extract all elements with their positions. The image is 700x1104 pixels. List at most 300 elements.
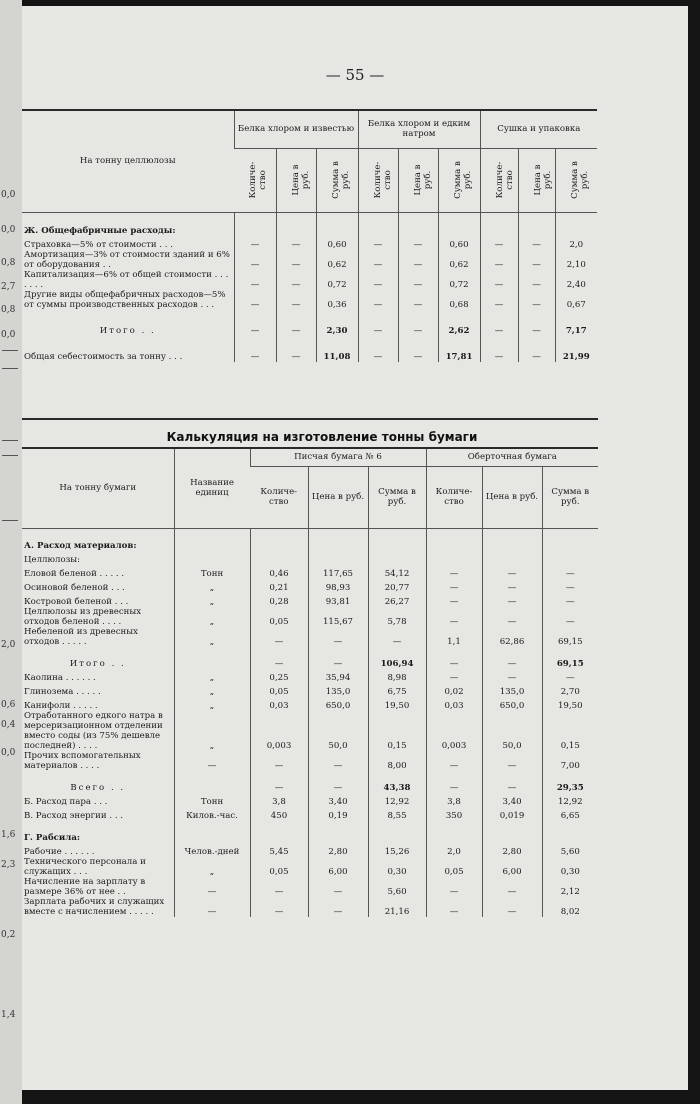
table-cell: — (250, 751, 308, 771)
unit-cell: Килов.-час. (174, 807, 250, 821)
table-cell: 0,30 (368, 857, 426, 877)
table-cell: — (482, 897, 542, 917)
table-cell (316, 212, 358, 236)
table-cell: 8,02 (542, 897, 598, 917)
unit-cell: „ (174, 593, 250, 607)
unit-cell: „ (174, 627, 250, 647)
margin-number: 0,8 (1, 258, 16, 268)
unit-cell: Тонн (174, 793, 250, 807)
table-cell: 2,0 (426, 843, 482, 857)
table-cell: 0,21 (250, 579, 308, 593)
table1-body (22, 212, 597, 362)
unit-cell (174, 647, 250, 669)
table-cell (482, 528, 542, 551)
table1-group-header: Сушка и упаковка (480, 110, 597, 148)
table-cell: — (358, 290, 398, 310)
table-cell (368, 528, 426, 551)
table-cell: — (542, 607, 598, 627)
row-label: Капитализация—6% от общей стоимости . . . . . . . (24, 270, 229, 290)
row-label: Г. Рабсила: (24, 832, 81, 843)
unit-cell (174, 528, 250, 551)
table-cell: 19,50 (542, 697, 598, 711)
table-cell: — (542, 579, 598, 593)
margin-number: 2,7 (1, 282, 16, 292)
margin-rule (2, 368, 18, 369)
table-cell: 54,12 (368, 565, 426, 579)
table-cell: 69,15 (542, 647, 598, 669)
table-row (22, 751, 598, 771)
table2-subcol-qty: Количе-ство (426, 466, 482, 528)
table-cell: — (480, 310, 518, 336)
row-label: Итого . . (99, 326, 156, 336)
table-cell: — (482, 565, 542, 579)
table-cell: — (234, 270, 276, 290)
table-cell: — (234, 290, 276, 310)
table-row (22, 290, 597, 310)
table2-subcol-sum: Сумма в руб. (542, 466, 598, 528)
table-cell: 0,15 (542, 711, 598, 751)
table-cell: 43,38 (368, 771, 426, 793)
unit-cell: — (174, 897, 250, 917)
table-cell: — (482, 607, 542, 627)
row-label: Прочих вспомогательных материалов . . . . (24, 750, 141, 771)
table-cell: — (426, 579, 482, 593)
table-cell: 2,30 (316, 310, 358, 336)
table-cell: — (426, 593, 482, 607)
table-cell: 15,26 (368, 843, 426, 857)
table-cell: 0,60 (316, 236, 358, 250)
table-cell: 3,8 (250, 793, 308, 807)
table-row (22, 877, 598, 897)
row-label: А. Расход материалов: (24, 540, 137, 551)
table-row (22, 607, 598, 627)
table-cell: 5,60 (542, 843, 598, 857)
table-cell: 2,62 (438, 310, 480, 336)
row-label: Глинозема . . . . . (24, 686, 101, 697)
table-cell: 93,81 (308, 593, 368, 607)
table-cell (480, 212, 518, 236)
table-cell: — (426, 771, 482, 793)
table-cell: 19,50 (368, 697, 426, 711)
margin-number: 0,0 (1, 330, 16, 340)
table2-body (22, 528, 598, 917)
table-cell: 2,40 (555, 270, 597, 290)
table-cell: 2,70 (542, 683, 598, 697)
row-label: Технического персонала и служащих . . . (24, 856, 146, 877)
unit-cell: „ (174, 697, 250, 711)
table-cell: — (276, 290, 316, 310)
table-cell: 1,1 (426, 627, 482, 647)
table-cell: — (308, 627, 368, 647)
margin-number: 0,6 (1, 700, 16, 710)
table-cell: — (276, 310, 316, 336)
table-cell: — (542, 593, 598, 607)
table-cell: 0,05 (250, 857, 308, 877)
unit-cell (174, 771, 250, 793)
table-cell (482, 551, 542, 565)
table-cell: 0,72 (316, 270, 358, 290)
table-cell (438, 212, 480, 236)
unit-cell: „ (174, 711, 250, 751)
table-cell: 0,03 (250, 697, 308, 711)
table-cell: 0,62 (316, 250, 358, 270)
table-cell: — (234, 250, 276, 270)
table-cell: — (480, 250, 518, 270)
table-cell: — (542, 565, 598, 579)
table-cell: — (398, 336, 438, 362)
table-cell: 3,40 (482, 793, 542, 807)
margin-rule (2, 520, 18, 521)
margin-number: 0,0 (1, 190, 16, 200)
table1-subcol-sum: Сумма в руб. (438, 148, 480, 212)
table-cell: — (518, 236, 555, 250)
margin-number: 2,3 (1, 860, 16, 870)
table-row (22, 565, 598, 579)
margin-number: 0,8 (1, 305, 16, 315)
table-cell: — (250, 897, 308, 917)
table-cell: — (482, 751, 542, 771)
table-cell: — (480, 290, 518, 310)
table-cell: — (426, 647, 482, 669)
table-cell: — (482, 669, 542, 683)
table-cell: — (482, 771, 542, 793)
table-cell: — (308, 877, 368, 897)
table1-subcol-price: Цена в руб. (518, 148, 555, 212)
table-cell: 20,77 (368, 579, 426, 593)
unit-cell: „ (174, 579, 250, 593)
table-row (22, 697, 598, 711)
unit-cell: — (174, 877, 250, 897)
table-cell: — (480, 336, 518, 362)
table-cell: — (542, 669, 598, 683)
table-cell: 2,80 (482, 843, 542, 857)
table-cell: — (234, 336, 276, 362)
table-cell: 12,92 (368, 793, 426, 807)
table-cell: 0,62 (438, 250, 480, 270)
row-label: Б. Расход пара . . . (24, 796, 108, 807)
table-cell: 650,0 (308, 697, 368, 711)
table-row (22, 270, 597, 290)
table-cell: 29,35 (542, 771, 598, 793)
table-cell (542, 528, 598, 551)
table2-title: Калькуляция на изготовление тонны бумаги (166, 430, 478, 444)
table1-group-header: Белка хлором и едким натром (358, 110, 480, 148)
table-cell: 21,99 (555, 336, 597, 362)
table-cell: 2,10 (555, 250, 597, 270)
table-cell (250, 551, 308, 565)
table-cell: 0,36 (316, 290, 358, 310)
table-cell: — (398, 236, 438, 250)
unit-cell (174, 821, 250, 843)
table-cell: — (518, 290, 555, 310)
margin-number: 0,4 (1, 720, 16, 730)
margin-number: 0,0 (1, 748, 16, 758)
table-cell: 6,65 (542, 807, 598, 821)
table-cell: — (250, 771, 308, 793)
table-cell: 0,28 (250, 593, 308, 607)
table-cell: 115,67 (308, 607, 368, 627)
table-cell (426, 528, 482, 551)
table-cell: 0,46 (250, 565, 308, 579)
table-cell: — (308, 897, 368, 917)
table-cell: 7,17 (555, 310, 597, 336)
table-row (22, 793, 598, 807)
table-row (22, 212, 597, 236)
overhead-cost-table (22, 109, 597, 362)
table-cell: 106,94 (368, 647, 426, 669)
row-label: Еловой беленой . . . . . (24, 568, 125, 579)
row-label: Рабочие . . . . . . (24, 846, 95, 857)
margin-number: 1,4 (1, 1010, 16, 1020)
row-label: Страховка—5% от стоимости . . . (24, 240, 173, 250)
table-cell (426, 821, 482, 843)
unit-cell: „ (174, 607, 250, 627)
row-label: Целлюлозы из древесных отходов беленой . . . . (24, 606, 142, 627)
table1-subcol-qty: Количе-ство (234, 148, 276, 212)
table-cell: — (276, 250, 316, 270)
table-cell: 8,98 (368, 669, 426, 683)
row-label: Другие виды общефабричных расходов—5% от суммы производственных расходов . . . (24, 290, 226, 310)
row-label: Отработанного едкого натра в мерсеризационном отделении вместо соды (из 75% дешевле последней) . . . . (24, 710, 163, 751)
table-cell: 2,12 (542, 877, 598, 897)
table-cell: — (358, 310, 398, 336)
row-label: Общая себестоимость за тонну . . . (24, 352, 183, 362)
table-cell (276, 212, 316, 236)
table-cell (234, 212, 276, 236)
table-cell: 0,003 (250, 711, 308, 751)
table-cell: 3,40 (308, 793, 368, 807)
table1-subcol-price: Цена в руб. (276, 148, 316, 212)
table-cell: 5,45 (250, 843, 308, 857)
table-cell (482, 821, 542, 843)
document-page (22, 6, 688, 1090)
table-cell: — (426, 565, 482, 579)
unit-cell: „ (174, 683, 250, 697)
table-row (22, 821, 598, 843)
table-row (22, 647, 598, 669)
table1-group-header: Белка хлором и известью (234, 110, 358, 148)
unit-cell: „ (174, 669, 250, 683)
table-cell: — (234, 310, 276, 336)
table-cell: — (358, 236, 398, 250)
table-cell: 0,68 (438, 290, 480, 310)
table-cell: 98,93 (308, 579, 368, 593)
table-cell: 62,86 (482, 627, 542, 647)
table-cell: 11,08 (316, 336, 358, 362)
table-cell: 0,03 (426, 697, 482, 711)
table-cell: — (426, 751, 482, 771)
table-row (22, 551, 598, 565)
table-cell: 0,67 (555, 290, 597, 310)
table-cell: — (308, 647, 368, 669)
table-cell: — (276, 336, 316, 362)
table-cell: 0,02 (426, 683, 482, 697)
table-cell: — (480, 236, 518, 250)
table-cell: 21,16 (368, 897, 426, 917)
table-cell: — (308, 771, 368, 793)
row-label: В. Расход энергии . . . (24, 810, 124, 821)
row-label: Каолина . . . . . . (24, 672, 96, 683)
table-cell: 12,92 (542, 793, 598, 807)
unit-cell: Челов.-дней (174, 843, 250, 857)
table1-subcol-qty: Количе-ство (480, 148, 518, 212)
table-cell (368, 551, 426, 565)
table-cell: 0,05 (250, 607, 308, 627)
table2-unit-header: Название единиц (174, 448, 250, 528)
unit-cell (174, 551, 250, 565)
table-cell: 0,003 (426, 711, 482, 751)
table-cell: — (518, 310, 555, 336)
table-cell: 0,30 (542, 857, 598, 877)
table-cell: 2,80 (308, 843, 368, 857)
table-cell: 135,0 (308, 683, 368, 697)
table-cell: 6,00 (482, 857, 542, 877)
table-cell: 35,94 (308, 669, 368, 683)
margin-rule (2, 440, 18, 441)
page-number: — 55 — (325, 66, 385, 84)
table-cell: 7,00 (542, 751, 598, 771)
table2-subcol-price: Цена в руб. (308, 466, 368, 528)
table-cell: 0,05 (250, 683, 308, 697)
table-cell (398, 212, 438, 236)
table-row (22, 771, 598, 793)
table-row (22, 683, 598, 697)
table2-group-header: Оберточная бумага (426, 448, 598, 466)
unit-cell: Тонн (174, 565, 250, 579)
table-cell: — (518, 336, 555, 362)
table-cell (555, 212, 597, 236)
table-cell: — (358, 336, 398, 362)
table2-subcol-price: Цена в руб. (482, 466, 542, 528)
row-label: Костровой беленой . . . (24, 596, 129, 607)
table-cell: 0,25 (250, 669, 308, 683)
table-row (22, 857, 598, 877)
table-cell: 8,55 (368, 807, 426, 821)
table-cell: — (482, 579, 542, 593)
table-cell: — (426, 669, 482, 683)
table-cell (250, 528, 308, 551)
margin-number: 0,0 (1, 225, 16, 235)
table-row (22, 843, 598, 857)
row-label: Небеленой из древесных отходов . . . . . (24, 626, 138, 647)
table-cell: 8,00 (368, 751, 426, 771)
table-cell: 0,60 (438, 236, 480, 250)
table-row (22, 593, 598, 607)
table-cell: 350 (426, 807, 482, 821)
table-cell: — (358, 250, 398, 270)
table-row (22, 579, 598, 593)
table-cell: — (426, 607, 482, 627)
table-cell: — (518, 250, 555, 270)
table-cell: — (276, 236, 316, 250)
margin-number: 1,6 (1, 830, 16, 840)
table-cell (426, 551, 482, 565)
table-cell: 50,0 (308, 711, 368, 751)
table-cell: 0,19 (308, 807, 368, 821)
table-cell: 26,27 (368, 593, 426, 607)
table-cell: — (426, 897, 482, 917)
table-row (22, 711, 598, 751)
row-label: Целлюлозы: (24, 554, 81, 565)
table-cell: — (234, 236, 276, 250)
table2-subcol-sum: Сумма в руб. (368, 466, 426, 528)
row-label: Ж. Общефабричные расходы: (24, 226, 176, 236)
table-cell: — (480, 270, 518, 290)
table-cell: 50,0 (482, 711, 542, 751)
table1-bottom-rule (22, 418, 598, 420)
table-cell: 0,15 (368, 711, 426, 751)
table2-row-header: На тонну бумаги (22, 448, 174, 528)
table1-subcol-sum: Сумма в руб. (316, 148, 358, 212)
table-cell: 5,60 (368, 877, 426, 897)
table-cell: — (358, 270, 398, 290)
table-cell: 69,15 (542, 627, 598, 647)
table-cell: — (398, 290, 438, 310)
table-cell (308, 821, 368, 843)
table-cell: 117,65 (308, 565, 368, 579)
table1-subcol-qty: Количе-ство (358, 148, 398, 212)
table-cell: 0,019 (482, 807, 542, 821)
table-cell: 0,72 (438, 270, 480, 290)
table-cell (542, 821, 598, 843)
table-cell: 2,0 (555, 236, 597, 250)
row-label: Начисление на зарплату в размере 36% от нее . . (24, 876, 146, 897)
table-cell: — (482, 877, 542, 897)
table-row (22, 807, 598, 821)
table1-row-header: На тонну целлюлозы (22, 110, 234, 212)
table-cell (542, 551, 598, 565)
table-cell: 135,0 (482, 683, 542, 697)
table-cell: — (482, 593, 542, 607)
table-cell (250, 821, 308, 843)
table-cell (518, 212, 555, 236)
table-cell (368, 821, 426, 843)
table-cell: — (398, 250, 438, 270)
table-row (22, 250, 597, 270)
table-row (22, 897, 598, 917)
table-row (22, 310, 597, 336)
table-cell: 6,75 (368, 683, 426, 697)
table-cell: 6,00 (308, 857, 368, 877)
paper-cost-table (22, 447, 598, 917)
table-cell (308, 551, 368, 565)
margin-rule (2, 350, 18, 351)
table-cell: — (250, 877, 308, 897)
table-row (22, 627, 598, 647)
table-cell: — (482, 647, 542, 669)
table-cell: — (308, 751, 368, 771)
table-cell (358, 212, 398, 236)
margin-number: 2,0 (1, 640, 16, 650)
margin-rule (2, 455, 18, 456)
table-cell: — (276, 270, 316, 290)
table-cell: — (398, 310, 438, 336)
unit-cell: „ (174, 857, 250, 877)
table2-group-header: Писчая бумага № 6 (250, 448, 426, 466)
table-cell: — (518, 270, 555, 290)
table1-subcol-sum: Сумма в руб. (555, 148, 597, 212)
table-cell: — (426, 877, 482, 897)
table-cell: 0,05 (426, 857, 482, 877)
table-row (22, 528, 598, 551)
adjacent-page-strip (0, 0, 22, 1104)
table-row (22, 669, 598, 683)
row-label: Канифоли . . . . . (24, 700, 98, 711)
row-label: Всего . . (70, 782, 126, 793)
row-label: Осиновой беленой . . . (24, 582, 125, 593)
table-row (22, 236, 597, 250)
table-cell: — (250, 627, 308, 647)
